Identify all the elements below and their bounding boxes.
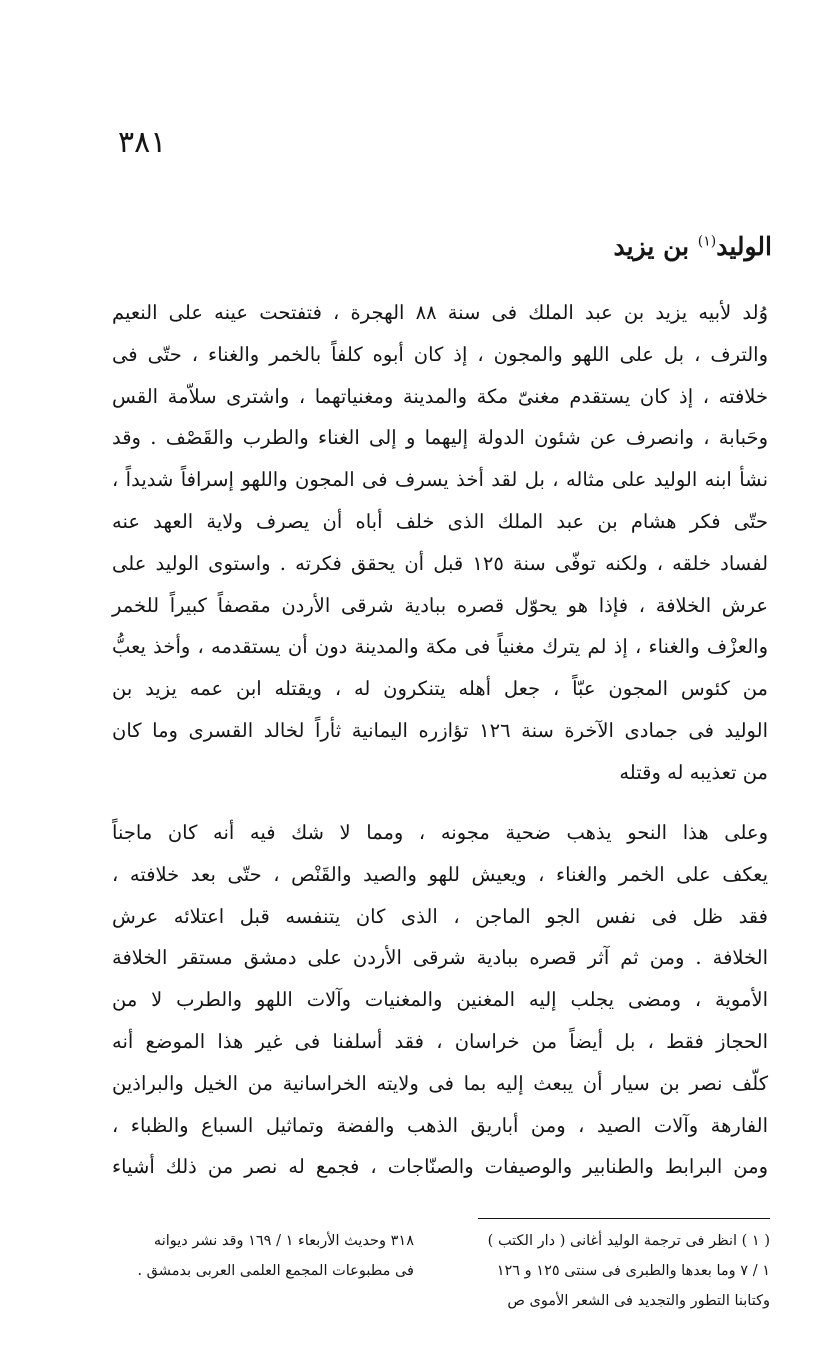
text-line: حتّى فكر هشام بن عبد الملك الذى خلف أباه أن يصرف ولاية العهد عنه — [112, 509, 768, 533]
text-line: من تعذيبه له وقتله — [619, 760, 768, 784]
text-line: وُلد لأبيه يزيد بن عبد الملك فى سنة ٨٨ الهجرة ، فتفتحت عينه على النعيم — [112, 301, 768, 324]
text-line: نشأ ابنه الوليد على مثاله ، بل لقد أخذ يسرف فى المجون واللهو إسرافاً شديداً ، — [112, 468, 768, 492]
footnote-line: ( ١ ) انظر فى ترجمة الوليد أغانى ( دار الكتب ) — [487, 1233, 770, 1249]
text-line: الحجاز فقط ، بل أيضاً من خراسان ، فقد أسلفنا فى غير هذا الموضع أنه — [112, 1029, 768, 1053]
text-line: كلّف نصر بن سيار أن يبعث إليه بما فى ولايته الخراسانية من الخيل والبراذين — [112, 1071, 768, 1095]
footnote-column-right — [450, 1226, 770, 1316]
section-heading — [614, 232, 772, 261]
footnote-line: ٣١٨ وحديث الأربعاء ١ / ١٦٩ وقد نشر ديوانه — [153, 1233, 414, 1249]
footnote-line: وكتابنا التطور والتجديد فى الشعر الأموى ص — [507, 1293, 770, 1309]
page-number: ٣٨١ — [118, 125, 167, 160]
heading-name-start: الوليد — [716, 232, 772, 261]
heading-name-end: بن يزيد — [613, 232, 698, 261]
text-line: من كئوس المجون عبّاً ، جعل أهله يتنكرون له ، ويقتله ابن عمه يزيد بن — [112, 677, 768, 701]
text-line: لفساد خلقه ، ولكنه توفّى سنة ١٢٥ قبل أن يحقق فكرته . واستوى الوليد على — [112, 551, 769, 575]
text-line: وعلى هذا النحو يذهب ضحية مجونه ، ومما لا شك فيه أنه كان ماجناً — [112, 821, 768, 844]
text-line: الفارهة وآلات الصيد ، ومن أباريق الذهب والفضة وتماثيل السباع والظباء ، — [112, 1113, 768, 1137]
paragraph-1 — [112, 292, 768, 794]
text-line: الخلافة . ومن ثم آثر قصره ببادية شرقى الأردن على دمشق مستقر الخلافة — [112, 946, 768, 970]
footnote-line: ١ / ٧ وما بعدها والطبرى فى سنتى ١٢٥ و ١٢٦ — [496, 1263, 770, 1279]
text-line: والترف ، بل على اللهو والمجون ، إذ كان أبوه كلفاً بالخمر والغناء ، حتّى فى — [112, 342, 768, 366]
footnote-marker: (١) — [697, 233, 717, 250]
text-line: خلافته ، إذ كان يستقدم مغنىّ مكة والمدينة ومغنياتهما ، واشترى سلاّمة القس — [112, 384, 768, 408]
footnote-column-left — [104, 1226, 414, 1286]
paragraph-2 — [112, 812, 768, 1188]
text-line: ومن البرابط والطنابير والوصيفات والصنّاجات ، فجمع له نصر من ذلك أشياء — [112, 1155, 768, 1179]
text-line: عرش الخلافة ، فإذا هو يحوّل قصره ببادية شرقى الأردن مقصفاً كبيراً للخمر — [112, 593, 768, 617]
text-line: يعكف على الخمر والغناء ، ويعيش للهو والصيد والقَنْص ، حتّى بعد خلافته ، — [112, 862, 768, 886]
text-line: وحَبابة ، وانصرف عن شئون الدولة إليهما و إلى الغناء والطرب والقَصْف . وقد — [112, 426, 768, 450]
text-line: الأموية ، ومضى يجلب إليه المغنين والمغنيات وآلات اللهو والطرب لا من — [112, 988, 768, 1012]
footnote-divider — [478, 1218, 770, 1219]
footnote-line: فى مطبوعات المجمع العلمى العربى بدمشق . — [137, 1263, 414, 1279]
text-line: والعزْف والغناء ، إذ لم يترك مغنياً فى مكة والمدينة دون أن يستقدمه ، وأخذ يعبُّ — [112, 635, 768, 659]
text-line: فقد ظل فى نفس الجو الماجن ، الذى كان يتنفسه قبل اعتلائه عرش — [112, 904, 768, 928]
text-line: الوليد فى جمادى الآخرة سنة ١٢٦ تؤازره اليمانية ثأراً لخالد القسرى وما كان — [112, 718, 768, 742]
